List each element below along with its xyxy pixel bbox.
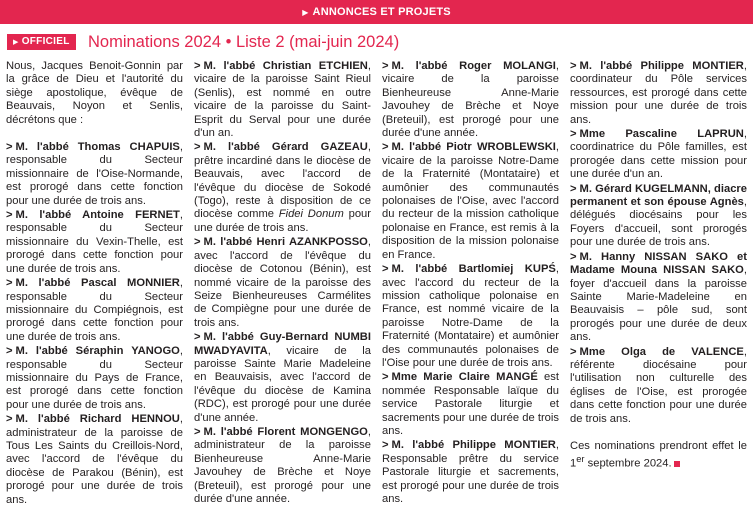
intro-paragraph: Nous, Jacques Benoit-Gonnin par la grâce de Dieu et l'autorité du siège apostolique, évêque de Beauvais, Noyon et Senlis, décrétons que : <box>6 60 183 126</box>
nomination-entry: > M. l'abbé Henri AZANKPOSSO, avec l'accord de l'évêque du diocèse de Cotonou (Bénin), est nommé vicaire de la paroisse des Seize Bienheureuses Carmélites de Compiègne pour une durée de trois ans. <box>194 236 371 329</box>
nomination-entry: > M. l'abbé Thomas CHAPUIS, responsable du Secteur missionnaire de l'Oise-Normande, est prorogé dans cette fonction pour une durée de trois ans. <box>6 141 183 207</box>
nomination-entry: > M. l'abbé Guy-Bernard NUMBI MWADYAVITA, vicaire de la paroisse Sainte Marie Madeleine en Beauvaisis, avec l'accord de l'évêque du diocèse de Kamina (RDC), est prorogé pour une durée d'une année. <box>194 331 371 424</box>
nomination-entry: > M. l'abbé Antoine FERNET, responsable du Secteur missionnaire du Vexin-Thelle, est prorogé dans cette fonction pour une durée de trois ans. <box>6 209 183 275</box>
nomination-entry: > Mme Marie Claire MANGÉ est nommée Responsable laïque du service Pastorale liturgie et sacrements pour une durée de trois ans. <box>382 371 559 437</box>
triangle-right-icon: ▶ <box>13 39 19 46</box>
page-title: Nominations 2024 • Liste 2 (mai-juin 2024) <box>88 33 400 51</box>
nomination-entry: > M. l'abbé Richard HENNOU, administrateur de la paroisse de Tous Les Saints du Creillois-Nord, avec l'accord de l'évêque du diocèse de Parakou (Bénin), est prorogé pour une durée de trois ans. <box>6 413 183 506</box>
nomination-entry: > M. Hanny NISSAN SAKO et Madame Mouna NISSAN SAKO, foyer d'accueil dans la paroisse Sainte Marie-Madeleine en Beauvaisis – pôle sud, sont prorogés pour une durée de deux ans. <box>570 250 747 344</box>
nomination-entry: > M. l'abbé Florent MONGENGO, administrateur de la paroisse Bienheureuse Anne-Marie Javouhey de Brèche et Noye (Breteuil), est prorogé pour une durée d'une année. <box>194 425 371 505</box>
badge-label: OFFICIEL <box>21 36 70 47</box>
nomination-entry: > M. l'abbé Roger MOLANGI, vicaire de la paroisse Bienheureuse Anne-Marie Javouhey de Brèche et Noye (Breteuil), est prorogé pour une durée d'une année. <box>382 60 559 140</box>
column-4 <box>570 60 747 516</box>
section-title: ANNONCES ET PROJETS <box>312 6 451 18</box>
nomination-entry: > M. Gérard KUGELMANN, diacre permanent et son épouse Agnès, délégués diocésains pour les Foyers d'accueil, sont prorogés pour une durée de trois ans. <box>570 182 747 249</box>
nomination-entry: > M. l'abbé Bartlomiej KUPŚ, avec l'accord du recteur de la mission catholique polonaise en France, est nommé vicaire de la paroisse Notre-Dame de la Fraternité (Montataire) et aumônier des communautés polonaises de l'Oise pour une durée de trois ans. <box>382 263 559 369</box>
end-square-icon <box>674 461 680 467</box>
column-2 <box>194 60 371 516</box>
article-body <box>6 60 747 516</box>
nomination-entry: > M. l'abbé Philippe MONTIER, coordinateur du Pôle services ressources, est prorogé dans cette mission pour une durée de trois ans. <box>570 60 747 126</box>
nomination-entry: > M. l'abbé Séraphin YANOGO, responsable du Secteur missionnaire du Pays de France, est prorogé dans cette fonction pour une durée de trois ans. <box>6 345 183 411</box>
nomination-entry: > Mme Pascaline LAPRUN, coordinatrice du Pôle familles, est prorogée dans cette mission pour une durée d'un an. <box>570 128 747 181</box>
official-badge <box>7 34 76 50</box>
nomination-entry: > M. l'abbé Piotr WROBLEWSKI, vicaire de la paroisse Notre-Dame de la Fraternité (Montataire) et aumônier des communautés polonaises de l'Oise, avec l'accord du recteur de la mission catholique polonaise en France, est remis à la disposition de la mission polonaise en France. <box>382 141 559 261</box>
nomination-entry: > M. l'abbé Philippe MONTIER, Responsable prêtre du service Pastorale liturgie et sacrements, est prorogé pour une durée de trois ans. <box>382 439 559 505</box>
section-banner <box>0 0 753 24</box>
nomination-entry: > M. l'abbé Pascal MONNIER, responsable du Secteur missionnaire du Compiégnois, est prorogé dans cette fonction pour une durée de trois ans. <box>6 277 183 343</box>
nomination-entry: > Mme Olga de VALENCE, référente diocésaine pour l'utilisation non culturelle des églises de l'Oise, est prorogée dans cette fonction pour une durée de trois ans. <box>570 345 747 425</box>
nomination-entry: > M. l'abbé Gérard GAZEAU, prêtre incardiné dans le diocèse de Beauvais, avec l'accord de l'évêque du diocèse de Sokodé (Togo), reste à disposition de ce diocèse comme Fidei Donum pour une durée de trois ans. <box>194 141 371 234</box>
column-3 <box>382 60 559 516</box>
triangle-right-icon: ▶ <box>302 8 309 17</box>
column-1 <box>6 60 183 516</box>
nomination-entry: > M. l'abbé Christian ETCHIEN, vicaire de la paroisse Saint Rieul (Senlis), est nommé en outre vicaire de la paroisse du Saint-Esprit du Serval pour une durée d'un an. <box>194 60 371 140</box>
closing-paragraph: Ces nominations prendront effet le 1er septembre 2024. <box>570 439 747 471</box>
